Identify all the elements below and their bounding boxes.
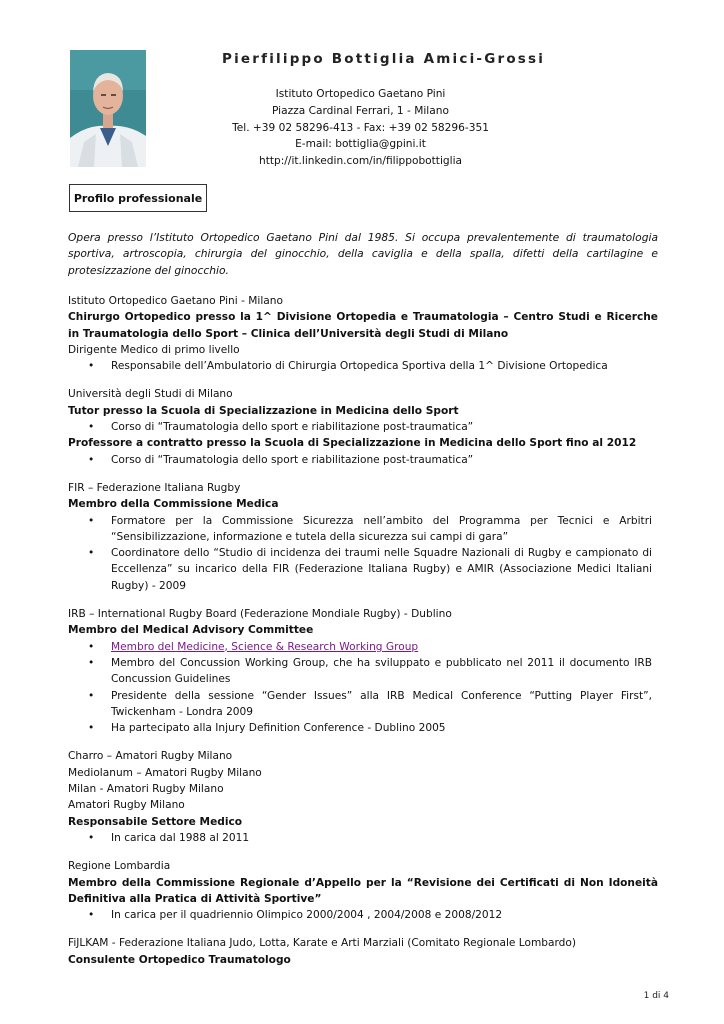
bullet-dot-icon: • [88,656,95,669]
org-name: Milan - Amatori Rugby Milano [68,783,224,796]
phone-fax: Tel. +39 02 58296-413 - Fax: +39 02 58296-351 [232,121,489,134]
list-item: • Presidente della sessione “Gender Issues” alla IRB Medical Conference “Putting Player First”, Twickenham - Londra 2009 [88,689,652,718]
bullet-list [68,419,658,435]
bullet-dot-icon: • [88,453,95,466]
email[interactable]: E-mail: bottiglia@gpini.it [295,138,426,151]
org-block-fir [68,480,658,594]
org-role: Membro del Medical Advisory Committee [68,624,314,637]
org-name: Regione Lombardia [68,860,171,873]
org-name: Amatori Rugby Milano [68,799,185,812]
org-name: Istituto Ortopedico Gaetano Pini - Milano [68,295,283,307]
bullet-dot-icon: • [88,360,95,373]
org-name: Università degli Studi di Milano [68,388,233,401]
list-item: • Ha partecipato alla Injury Definition Conference - Dublino 2005 [68,720,658,736]
org-role: Membro della Commissione Medica [68,498,279,511]
career-list [68,293,658,968]
org-role: Professore a contratto presso la Scuola di Specializzazione in Medicina dello Sport fino al 2012 [68,437,637,450]
org-name: FiJLKAM - Federazione Italiana Judo, Lotta, Karate e Arti Marziali (Comitato Regionale Lombardo) [68,937,577,950]
bullet-list [68,907,658,923]
org-block-unimi [68,386,658,467]
org-role: Tutor presso la Scuola di Specializzazione in Medicina dello Sport [68,404,459,417]
list-item: • In carica dal 1988 al 2011 [68,830,658,846]
person-name: Pierfilippo Bottiglia Amici-Grossi [222,51,546,67]
bullet-dot-icon: • [88,547,95,560]
section-title: Profilo professionale [73,191,203,205]
org-role: Membro della Commissione Regionale d’Appello per la “Revisione dei Certificati di Non Idoneità Definitiva alla Pratica di Attività Sportive” [68,876,658,905]
org-name: Charro – Amatori Rugby Milano [68,750,233,763]
bullet-list [68,452,658,468]
org-role: Chirurgo Ortopedico presso la 1^ Divisione Ortopedia e Traumatologia – Centro Studi e Ricerche in Traumatologia dello Sport – Clinica dell’Università degli Studi di Milano [68,311,658,340]
bullet-dot-icon: • [88,722,95,735]
list-item: • Corso di “Traumatologia dello sport e riabilitazione post-traumatica” [68,452,658,468]
list-item [68,639,658,655]
list-item: • Coordinatore dello “Studio di incidenza dei traumi nelle Squadre Nazionali di Rugby e campionato di Eccellenza” su incarico della FIR (Federazione Italiana Rugby) e AMIR (Associazione Medici Italiani Rugby) - 2009 [88,547,652,592]
bullet-dot-icon: • [88,689,95,702]
bullet-list [68,513,658,594]
bullet-dot-icon: • [88,831,95,844]
working-group-link[interactable]: Membro del Medicine, Science & Research Working Group [111,640,419,653]
org-role: Consulente Ortopedico Traumatologo [68,953,291,966]
org-name: FIR – Federazione Italiana Rugby [68,481,241,494]
list-item: • Corso di “Traumatologia dello sport e riabilitazione post-traumatica” [68,419,658,435]
linkedin-url[interactable]: http://it.linkedin.com/in/filippobottiglia [258,155,462,168]
org-block-lombardia [68,858,658,923]
bullet-dot-icon: • [88,514,95,527]
bullet-dot-icon: • [88,909,95,922]
list-item: • Responsabile dell’Ambulatorio di Chirurgia Ortopedica Sportiva della 1^ Divisione Ortopedica [68,358,658,374]
page-number: 1 di 4 [643,991,669,1001]
bullet-dot-icon: • [88,640,95,653]
list-item: • Formatore per la Commissione Sicurezza nell’ambito del Programma per Tecnici e Arbitri “Sensibilizzazione, informazione e tutela della sicurezza sui campi di gara” [88,514,652,543]
org-block-fijlkam [68,935,658,968]
bullet-list [68,358,658,374]
org-name: IRB – International Rugby Board (Federazione Mondiale Rugby) - Dublino [68,608,452,621]
org-block-pini [68,293,658,374]
org-block-amatori [68,748,658,846]
bullet-dot-icon: • [88,421,95,434]
contact-block [200,86,521,170]
bullet-list [68,830,658,846]
profile-photo [70,50,146,167]
institute-name: Istituto Ortopedico Gaetano Pini [275,88,446,100]
section-title-box [69,184,207,212]
intro-paragraph: Opera presso l’Istituto Ortopedico Gaetano Pini dal 1985. Si occupa prevalentemente di traumatologia sportiva, artroscopia, chirurgia del ginocchio, della caviglia e della spalla, difetti della cartilagine e protesizzazione del ginocchio. [68,231,658,277]
list-item: • In carica per il quadriennio Olimpico 2000/2004 , 2004/2008 e 2008/2012 [68,907,658,923]
org-role: Dirigente Medico di primo livello [68,343,240,356]
address: Piazza Cardinal Ferrari, 1 - Milano [272,104,449,117]
org-block-irb [68,606,658,736]
bullet-list [68,639,658,737]
org-name: Mediolanum – Amatori Rugby Milano [68,766,262,779]
org-role: Responsabile Settore Medico [68,815,243,828]
list-item: • Membro del Concussion Working Group, che ha sviluppato e pubblicato nel 2011 il documento IRB Concussion Guidelines [88,656,652,686]
